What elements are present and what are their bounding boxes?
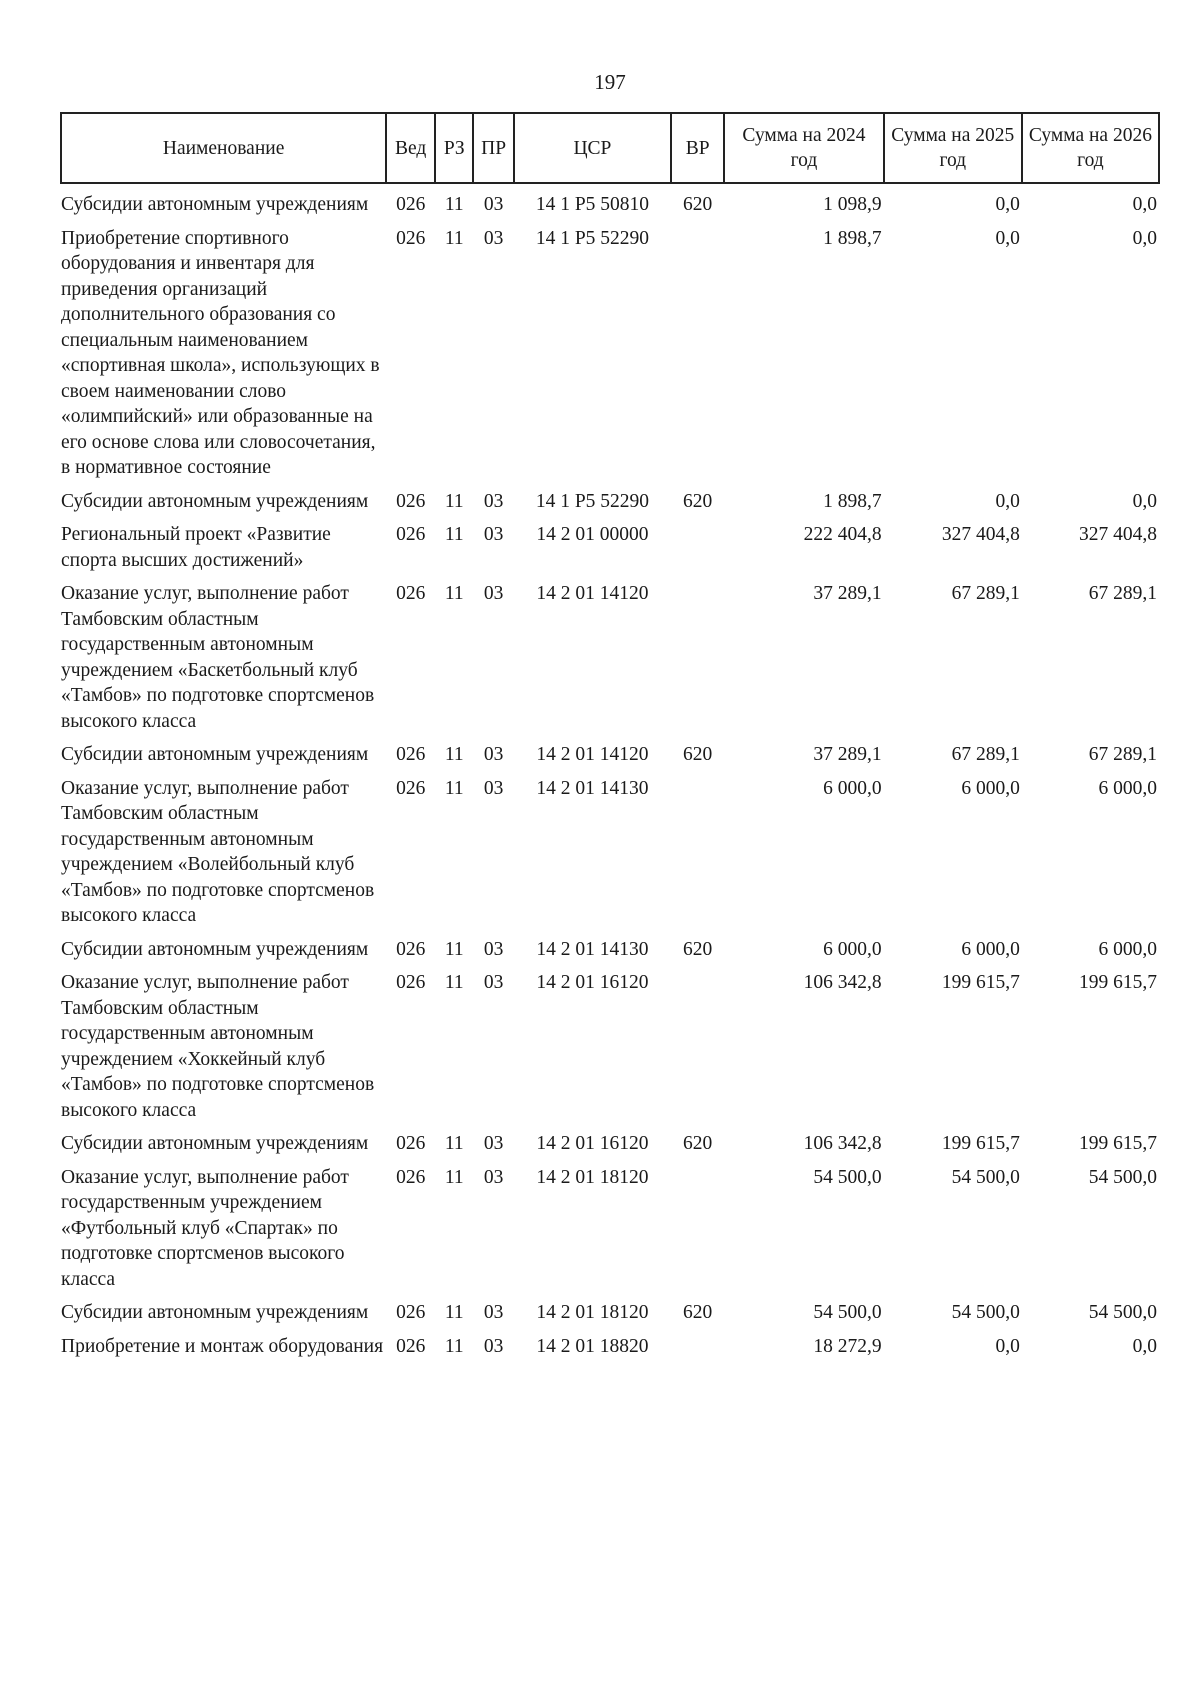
cell-rz: 11 bbox=[444, 227, 464, 249]
table-row bbox=[61, 518, 1159, 577]
cell-name: Приобретение спортивного оборудования и инвентаря для приведения организаций дополнительного образования со специальным наименованием «спортивная школа», использующих в своем наименовании слово «олимпийский» или образованные на его основе слова или словосочетания, в нормативное состояние bbox=[61, 227, 380, 478]
cell-pr: 03 bbox=[483, 227, 504, 249]
cell-name: Субсидии автономным учреждениям bbox=[61, 1302, 369, 1323]
cell-vr: 620 bbox=[683, 744, 713, 765]
cell-rz: 11 bbox=[444, 490, 464, 512]
page-number: 197 bbox=[594, 70, 626, 94]
table-row bbox=[61, 738, 1159, 772]
cell-rz: 11 bbox=[444, 1302, 464, 1323]
cell-sum-2025: 6 000,0 bbox=[961, 777, 1020, 799]
cell-sum-2025: 0,0 bbox=[995, 227, 1020, 249]
header-ved: Вед bbox=[386, 113, 435, 183]
cell-sum-2024: 1 098,9 bbox=[823, 194, 882, 215]
cell-pr: 03 bbox=[483, 938, 504, 960]
cell-pr: 03 bbox=[483, 1335, 504, 1357]
cell-rz: 11 bbox=[444, 777, 464, 799]
cell-sum-2024: 6 000,0 bbox=[823, 777, 882, 799]
cell-rz: 11 bbox=[444, 972, 464, 993]
cell-csr: 14 2 01 14130 bbox=[536, 777, 649, 799]
cell-csr: 14 2 01 18120 bbox=[536, 1166, 649, 1188]
cell-pr: 03 bbox=[483, 777, 504, 799]
cell-sum-2024: 222 404,8 bbox=[803, 524, 882, 545]
cell-ved: 026 bbox=[396, 744, 426, 765]
cell-csr: 14 2 01 14130 bbox=[536, 938, 649, 960]
cell-sum-2024: 54 500,0 bbox=[813, 1302, 882, 1323]
cell-sum-2024: 18 272,9 bbox=[813, 1335, 882, 1357]
cell-sum-2024: 54 500,0 bbox=[813, 1166, 882, 1188]
header-pr: ПР bbox=[473, 113, 513, 183]
cell-sum-2024: 37 289,1 bbox=[813, 583, 882, 604]
cell-vr bbox=[671, 577, 724, 738]
cell-sum-2025: 199 615,7 bbox=[941, 1133, 1020, 1154]
cell-sum-2026: 0,0 bbox=[1132, 194, 1157, 215]
cell-sum-2024: 106 342,8 bbox=[803, 1133, 882, 1154]
table-row bbox=[61, 966, 1159, 1127]
cell-name: Субсидии автономным учреждениям bbox=[61, 194, 369, 215]
cell-vr: 620 bbox=[683, 1133, 713, 1154]
cell-sum-2026: 6 000,0 bbox=[1098, 938, 1157, 960]
cell-csr: 14 1 Р5 52290 bbox=[535, 227, 650, 249]
cell-ved: 026 bbox=[396, 1166, 426, 1188]
cell-csr: 14 2 01 14120 bbox=[536, 583, 649, 604]
cell-rz: 11 bbox=[444, 524, 464, 545]
cell-csr: 14 2 01 16120 bbox=[536, 1133, 649, 1154]
cell-pr: 03 bbox=[483, 1133, 504, 1154]
cell-sum-2026: 327 404,8 bbox=[1079, 524, 1157, 545]
cell-ved: 026 bbox=[396, 583, 426, 604]
cell-csr: 14 2 01 00000 bbox=[536, 524, 649, 545]
cell-sum-2026: 0,0 bbox=[1132, 490, 1157, 512]
cell-csr: 14 2 01 18120 bbox=[536, 1302, 649, 1323]
cell-sum-2025: 327 404,8 bbox=[941, 524, 1020, 545]
cell-csr: 14 2 01 14120 bbox=[536, 744, 649, 765]
cell-name: Субсидии автономным учреждениям bbox=[61, 1133, 369, 1154]
cell-vr bbox=[671, 1330, 724, 1364]
cell-sum-2026: 0,0 bbox=[1132, 1335, 1157, 1357]
cell-vr: 620 bbox=[683, 490, 713, 512]
cell-ved: 026 bbox=[396, 972, 426, 993]
header-sum-2025: Сумма на 2025 год bbox=[884, 113, 1022, 183]
cell-sum-2026: 0,0 bbox=[1132, 227, 1157, 249]
cell-sum-2026: 54 500,0 bbox=[1088, 1302, 1157, 1323]
cell-pr: 03 bbox=[483, 194, 504, 215]
cell-vr bbox=[671, 1161, 724, 1297]
cell-sum-2025: 54 500,0 bbox=[951, 1302, 1020, 1323]
cell-ved: 026 bbox=[396, 1335, 426, 1357]
cell-csr: 14 1 Р5 52290 bbox=[535, 490, 650, 512]
cell-sum-2026: 67 289,1 bbox=[1088, 583, 1157, 604]
header-rz: РЗ bbox=[435, 113, 473, 183]
cell-pr: 03 bbox=[483, 744, 504, 765]
cell-sum-2025: 0,0 bbox=[995, 194, 1020, 215]
cell-sum-2025: 54 500,0 bbox=[951, 1166, 1020, 1188]
cell-rz: 11 bbox=[444, 938, 464, 960]
cell-sum-2026: 199 615,7 bbox=[1079, 972, 1157, 993]
cell-sum-2026: 54 500,0 bbox=[1088, 1166, 1157, 1188]
cell-name: Оказание услуг, выполнение работ Тамбовским областным государственным автономным учреждением «Хоккейный клуб «Тамбов» по подготовке спортсменов высокого класса bbox=[61, 972, 375, 1121]
cell-sum-2025: 0,0 bbox=[995, 490, 1020, 512]
cell-sum-2025: 199 615,7 bbox=[941, 972, 1020, 993]
cell-sum-2025: 67 289,1 bbox=[951, 744, 1020, 765]
cell-rz: 11 bbox=[444, 1133, 464, 1154]
table-row bbox=[61, 772, 1159, 933]
cell-pr: 03 bbox=[483, 524, 504, 545]
cell-ved: 026 bbox=[396, 490, 426, 512]
table-row bbox=[61, 1330, 1159, 1364]
cell-csr: 14 2 01 18820 bbox=[536, 1335, 649, 1357]
table-row bbox=[61, 183, 1159, 222]
cell-vr bbox=[671, 222, 724, 485]
cell-sum-2024: 6 000,0 bbox=[823, 938, 882, 960]
table-row bbox=[61, 222, 1159, 485]
cell-rz: 11 bbox=[444, 744, 464, 765]
header-name: Наименование bbox=[61, 113, 386, 183]
cell-pr: 03 bbox=[483, 583, 504, 604]
cell-name: Субсидии автономным учреждениям bbox=[61, 938, 369, 960]
cell-vr: 620 bbox=[683, 938, 713, 960]
cell-ved: 026 bbox=[396, 524, 426, 545]
cell-sum-2025: 6 000,0 bbox=[961, 938, 1020, 960]
table-header bbox=[61, 113, 1159, 183]
cell-sum-2025: 67 289,1 bbox=[951, 583, 1020, 604]
cell-csr: 14 1 Р5 50810 bbox=[535, 194, 650, 215]
header-vr: ВР bbox=[671, 113, 724, 183]
cell-sum-2026: 67 289,1 bbox=[1088, 744, 1157, 765]
cell-name: Оказание услуг, выполнение работ государственным учреждением «Футбольный клуб «Спартак» по подготовке спортсменов высокого класса bbox=[61, 1166, 349, 1290]
table-row bbox=[61, 1127, 1159, 1161]
budget-table bbox=[60, 112, 1160, 1363]
cell-sum-2024: 1 898,7 bbox=[823, 227, 882, 249]
cell-sum-2024: 37 289,1 bbox=[813, 744, 882, 765]
header-csr: ЦСР bbox=[514, 113, 671, 183]
cell-rz: 11 bbox=[444, 1335, 464, 1357]
cell-ved: 026 bbox=[396, 227, 426, 249]
cell-ved: 026 bbox=[396, 777, 426, 799]
cell-sum-2026: 6 000,0 bbox=[1098, 777, 1157, 799]
cell-vr: 620 bbox=[683, 194, 713, 215]
cell-name: Оказание услуг, выполнение работ Тамбовским областным государственным автономным учреждением «Баскетбольный клуб «Тамбов» по подготовке спортсменов высокого класса bbox=[61, 583, 375, 732]
table-row bbox=[61, 933, 1159, 967]
table-body bbox=[61, 183, 1159, 1363]
cell-name: Оказание услуг, выполнение работ Тамбовским областным государственным автономным учреждением «Волейбольный клуб «Тамбов» по подготовке спортсменов высокого класса bbox=[61, 777, 375, 926]
cell-pr: 03 bbox=[483, 972, 504, 993]
cell-name: Субсидии автономным учреждениям bbox=[61, 490, 369, 512]
table-row bbox=[61, 1161, 1159, 1297]
cell-ved: 026 bbox=[396, 1133, 426, 1154]
cell-name: Субсидии автономным учреждениям bbox=[61, 744, 369, 765]
cell-ved: 026 bbox=[396, 194, 426, 215]
cell-rz: 11 bbox=[444, 583, 464, 604]
cell-pr: 03 bbox=[483, 1166, 504, 1188]
cell-csr: 14 2 01 16120 bbox=[536, 972, 649, 993]
cell-pr: 03 bbox=[483, 1302, 504, 1323]
table-row bbox=[61, 577, 1159, 738]
cell-ved: 026 bbox=[396, 938, 426, 960]
cell-vr: 620 bbox=[683, 1302, 713, 1323]
cell-ved: 026 bbox=[396, 1302, 426, 1323]
cell-sum-2024: 106 342,8 bbox=[803, 972, 882, 993]
cell-name: Приобретение и монтаж оборудования bbox=[61, 1335, 384, 1357]
header-sum-2024: Сумма на 2024 год bbox=[724, 113, 883, 183]
cell-vr bbox=[671, 966, 724, 1127]
cell-sum-2026: 199 615,7 bbox=[1079, 1133, 1157, 1154]
cell-name: Региональный проект «Развитие спорта высших достижений» bbox=[61, 524, 331, 571]
header-sum-2026: Сумма на 2026 год bbox=[1022, 113, 1159, 183]
cell-sum-2024: 1 898,7 bbox=[823, 490, 882, 512]
table-row bbox=[61, 485, 1159, 519]
cell-sum-2025: 0,0 bbox=[995, 1335, 1020, 1357]
table-row bbox=[61, 1296, 1159, 1330]
cell-vr bbox=[671, 518, 724, 577]
cell-vr bbox=[671, 772, 724, 933]
cell-pr: 03 bbox=[483, 490, 504, 512]
cell-rz: 11 bbox=[444, 1166, 464, 1188]
cell-rz: 11 bbox=[444, 194, 464, 215]
